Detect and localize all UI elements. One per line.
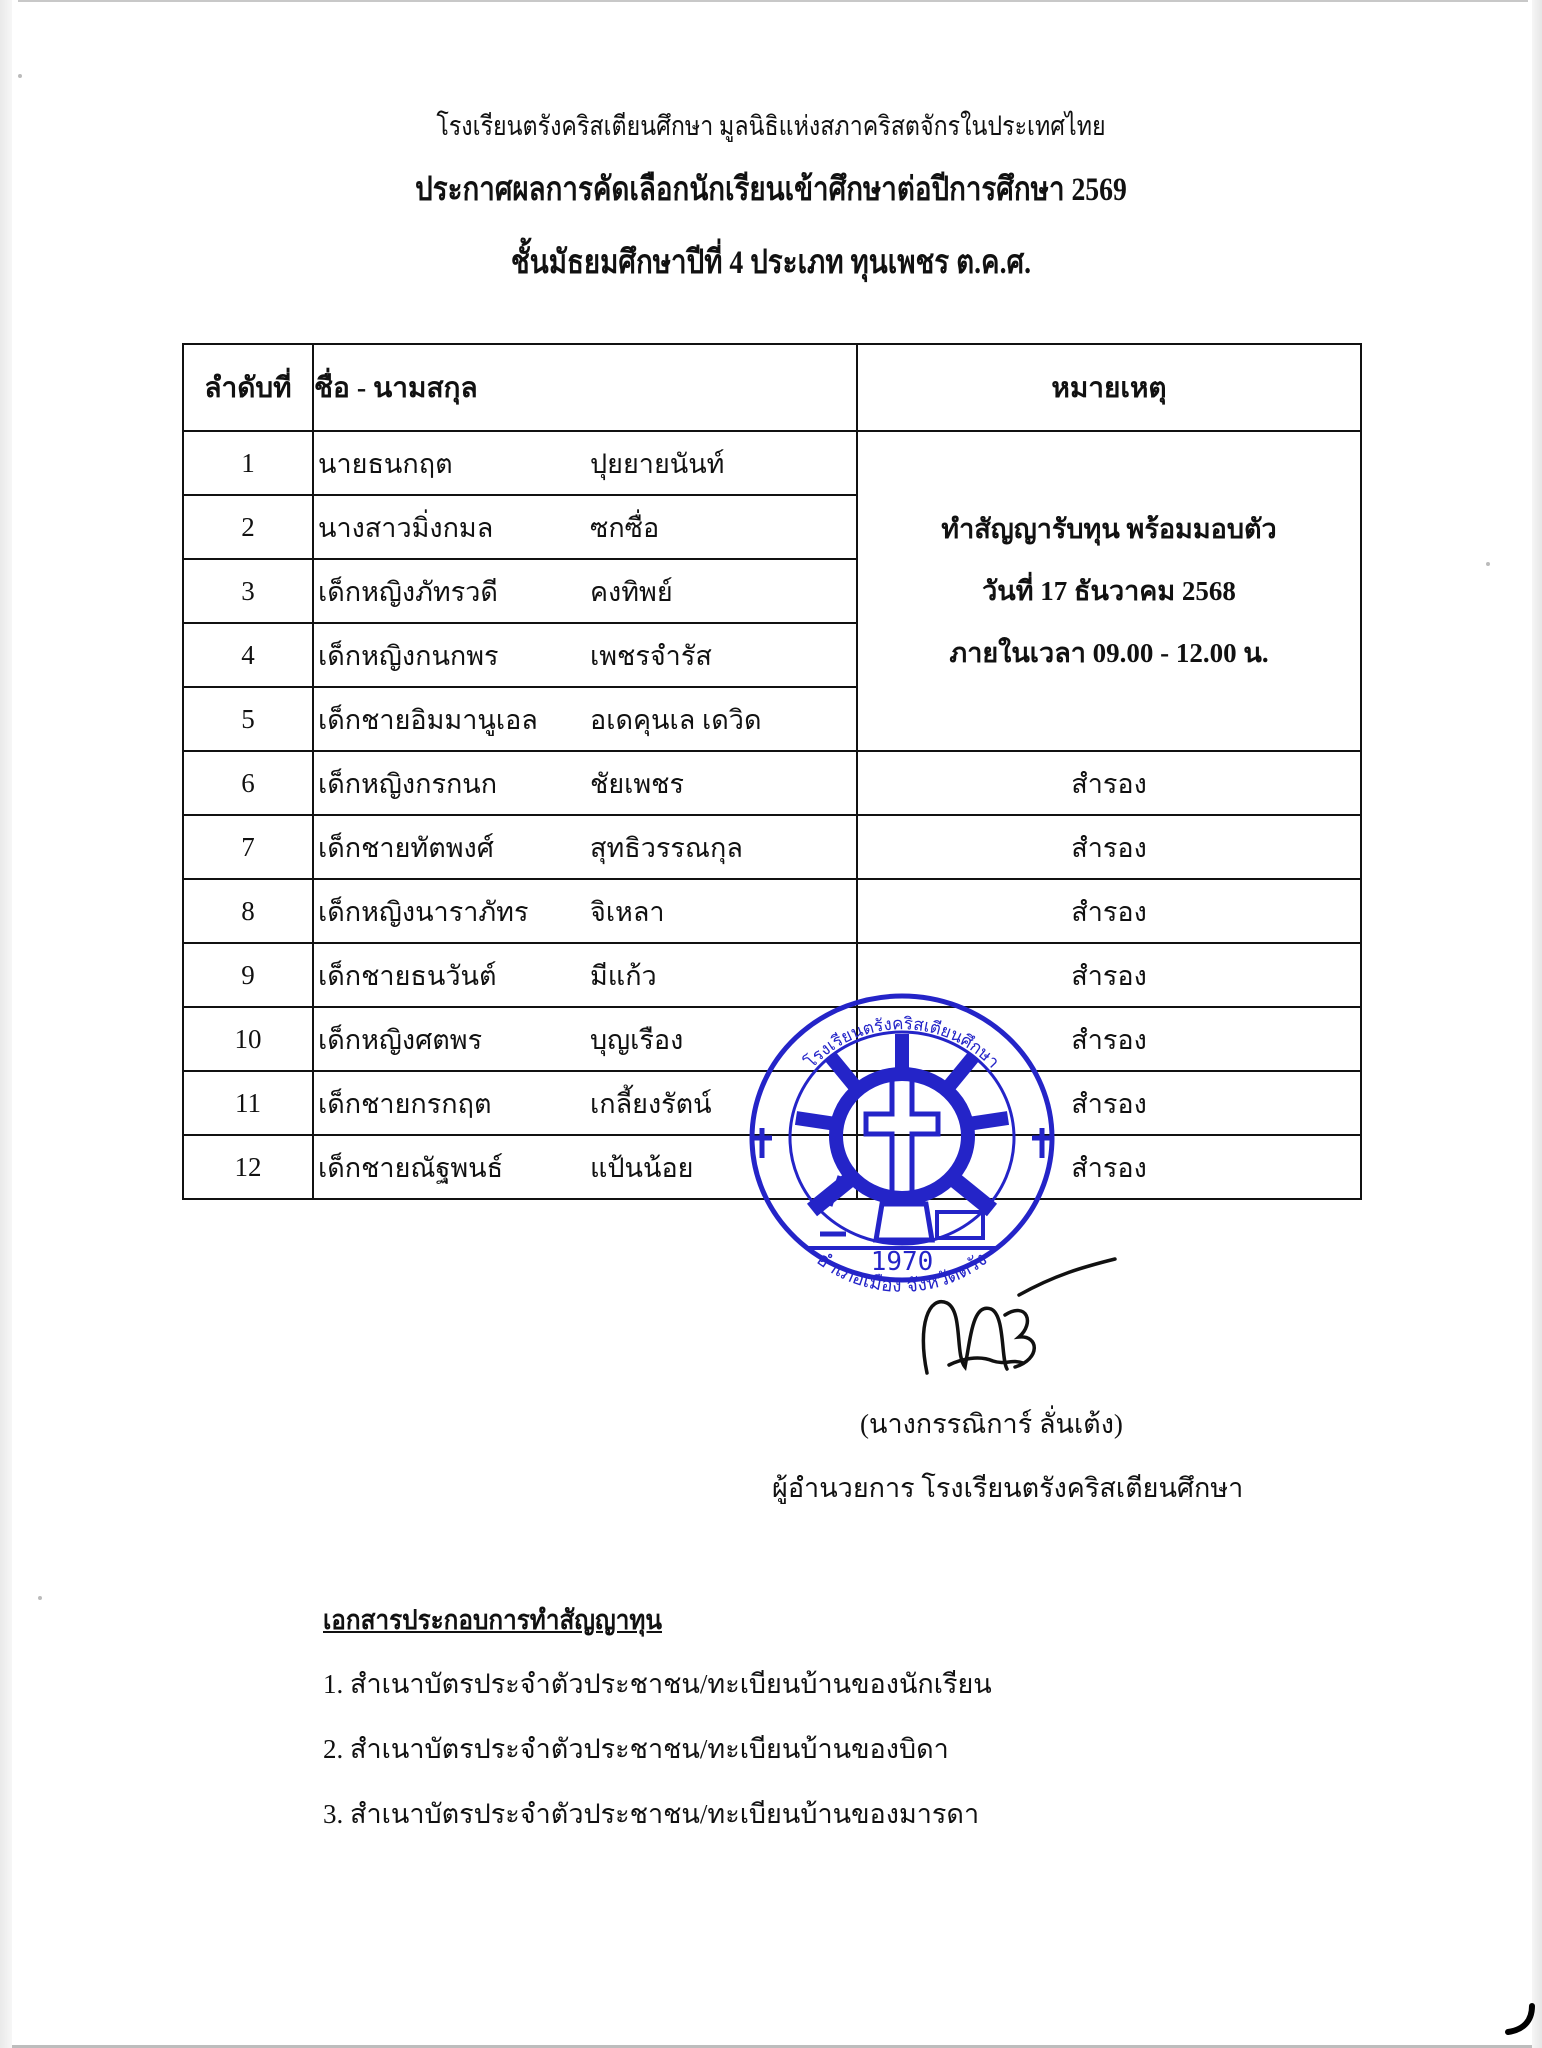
cell-no: 6 xyxy=(183,751,313,815)
name-wrapper xyxy=(314,432,856,494)
cell-remark: สำรอง xyxy=(857,751,1361,815)
first-name: เด็กหญิงกนกพร xyxy=(318,640,499,671)
page-edge-left xyxy=(0,0,12,2048)
seal-bottom-text: อำเภอเมือง จังหวัดตรัง xyxy=(812,1247,992,1297)
last-name: ชัยเพชร xyxy=(590,768,684,799)
cell-remark: สำรอง xyxy=(857,1007,1361,1071)
cell-name xyxy=(313,879,857,943)
cell-no: 12 xyxy=(183,1135,313,1199)
name-wrapper xyxy=(314,752,856,814)
merged-remark-line1: ทำสัญญารับทุน พร้อมมอบตัว xyxy=(941,514,1277,544)
name-wrapper xyxy=(314,624,856,686)
last-name: อเดคุนเล เดวิด xyxy=(590,704,762,735)
last-name: สุทธิวรรณกุล xyxy=(590,832,743,863)
first-name: เด็กชายณัฐพนธ์ xyxy=(318,1152,504,1183)
table-row xyxy=(183,1071,1361,1135)
first-name: นางสาวมิ่งกมล xyxy=(318,512,494,543)
first-name: นายธนกฤต xyxy=(318,448,453,479)
required-document-item: 1. สำเนาบัตรประจำตัวประชาชน/ทะเบียนบ้านของนักเรียน xyxy=(323,1669,992,1699)
cell-remark: สำรอง xyxy=(857,1071,1361,1135)
first-name: เด็กหญิงภัทรวดี xyxy=(318,576,498,607)
cell-name xyxy=(313,431,857,495)
table-row xyxy=(183,431,1361,495)
required-documents-heading: เอกสารประกอบการทำสัญญาทุน xyxy=(323,1605,662,1635)
first-name: เด็กชายอิมมานูเอล xyxy=(318,704,538,735)
column-header-remark: หมายเหตุ xyxy=(857,344,1361,431)
cell-no: 2 xyxy=(183,495,313,559)
name-wrapper xyxy=(314,1072,856,1134)
cell-name xyxy=(313,1007,857,1071)
table-row xyxy=(183,815,1361,879)
first-name: เด็กหญิงนาราภัทร xyxy=(318,896,529,927)
name-wrapper xyxy=(314,496,856,558)
cell-name xyxy=(313,1135,857,1199)
last-name: บุญเรือง xyxy=(590,1024,684,1055)
required-document-item: 2. สำเนาบัตรประจำตัวประชาชน/ทะเบียนบ้านของบิดา xyxy=(323,1734,949,1764)
first-name: เด็กหญิงศตพร xyxy=(318,1024,483,1055)
table-row xyxy=(183,751,1361,815)
first-name: เด็กหญิงกรกนก xyxy=(318,768,498,799)
last-name: เกลี้ยงรัตน์ xyxy=(590,1088,712,1119)
cell-name xyxy=(313,815,857,879)
seal-year: 1970 xyxy=(870,1247,934,1277)
page-edge-top xyxy=(18,0,1528,2)
last-name: ปุยยายนันท์ xyxy=(590,448,725,479)
last-name: คงทิพย์ xyxy=(590,576,673,607)
seal-cross-base xyxy=(876,1204,932,1240)
cell-no: 3 xyxy=(183,559,313,623)
name-wrapper xyxy=(314,816,856,878)
scan-speck xyxy=(38,1596,42,1600)
cell-no: 5 xyxy=(183,687,313,751)
name-wrapper xyxy=(314,880,856,942)
table-body xyxy=(183,431,1361,1199)
cell-remark: สำรอง xyxy=(857,943,1361,1007)
cell-no: 9 xyxy=(183,943,313,1007)
name-wrapper xyxy=(314,1008,856,1070)
last-name: จิเหลา xyxy=(590,896,665,927)
cell-name xyxy=(313,1071,857,1135)
table-header-row xyxy=(183,344,1361,431)
cell-name xyxy=(313,623,857,687)
cell-name xyxy=(313,751,857,815)
cell-no: 10 xyxy=(183,1007,313,1071)
seal-book xyxy=(937,1212,983,1238)
merged-remark-line3: ภายในเวลา 09.00 - 12.00 น. xyxy=(949,638,1269,668)
organization-line: โรงเรียนตรังคริสเตียนศึกษา มูลนิธิแห่งสภาคริสตจักรในประเทศไทย xyxy=(436,111,1106,141)
corner-crop-mark-icon xyxy=(1500,2000,1540,2040)
last-name: มีแก้ว xyxy=(590,960,657,991)
required-document-item: 3. สำเนาบัตรประจำตัวประชาชน/ทะเบียนบ้านของมารดา xyxy=(323,1799,980,1829)
cell-name xyxy=(313,687,857,751)
table-row xyxy=(183,1135,1361,1199)
first-name: เด็กชายธนวันต์ xyxy=(318,960,497,991)
cell-name xyxy=(313,559,857,623)
merged-remark-line2: วันที่ 17 ธันวาคม 2568 xyxy=(982,576,1236,606)
last-name: เพชรจำรัส xyxy=(590,640,712,671)
cell-no: 4 xyxy=(183,623,313,687)
svg-text:อำเภอเมือง จังหวัดตรัง xyxy=(813,1248,992,1297)
table-row xyxy=(183,1007,1361,1071)
cell-no: 1 xyxy=(183,431,313,495)
name-wrapper xyxy=(314,688,856,750)
page-subtitle: ชั้นมัธยมศึกษาปีที่ 4 ประเภท ทุนเพชร ต.ค.ศ. xyxy=(510,245,1032,281)
results-table xyxy=(182,343,1362,1200)
column-header-no: ลำดับที่ xyxy=(183,344,313,431)
page-title: ประกาศผลการคัดเลือกนักเรียนเข้าศึกษาต่อปีการศึกษา 2569 xyxy=(415,172,1127,208)
signatory-title: ผู้อำนวยการ โรงเรียนตรังคริสเตียนศึกษา xyxy=(772,1473,1244,1503)
page-edge-right xyxy=(1532,0,1542,2048)
first-name: เด็กชายทัตพงศ์ xyxy=(318,832,494,863)
cell-name xyxy=(313,943,857,1007)
first-name: เด็กชายกรกฤต xyxy=(318,1088,492,1119)
name-wrapper xyxy=(314,1136,856,1198)
last-name: ซกซื่อ xyxy=(590,512,660,543)
column-header-name: ชื่อ - นามสกุล xyxy=(313,344,857,431)
cell-remark: สำรอง xyxy=(857,879,1361,943)
table-row xyxy=(183,879,1361,943)
name-wrapper xyxy=(314,560,856,622)
cell-remark: สำรอง xyxy=(857,1135,1361,1199)
cell-remark: สำรอง xyxy=(857,815,1361,879)
scan-speck xyxy=(18,74,22,78)
cell-no: 7 xyxy=(183,815,313,879)
scan-speck xyxy=(1486,562,1490,566)
cell-remark-merged xyxy=(857,431,1361,751)
name-wrapper xyxy=(314,944,856,1006)
cell-name xyxy=(313,495,857,559)
signatory-name: (นางกรรณิการ์ ลั่นเต้ง) xyxy=(860,1409,1123,1439)
seal-top-text: โรงเรียนตรังคริสเตียนศึกษา xyxy=(800,1014,1004,1073)
table-row xyxy=(183,943,1361,1007)
last-name: แป้นน้อย xyxy=(590,1152,694,1183)
signature-icon xyxy=(915,1255,1135,1390)
cell-no: 11 xyxy=(183,1071,313,1135)
cell-no: 8 xyxy=(183,879,313,943)
